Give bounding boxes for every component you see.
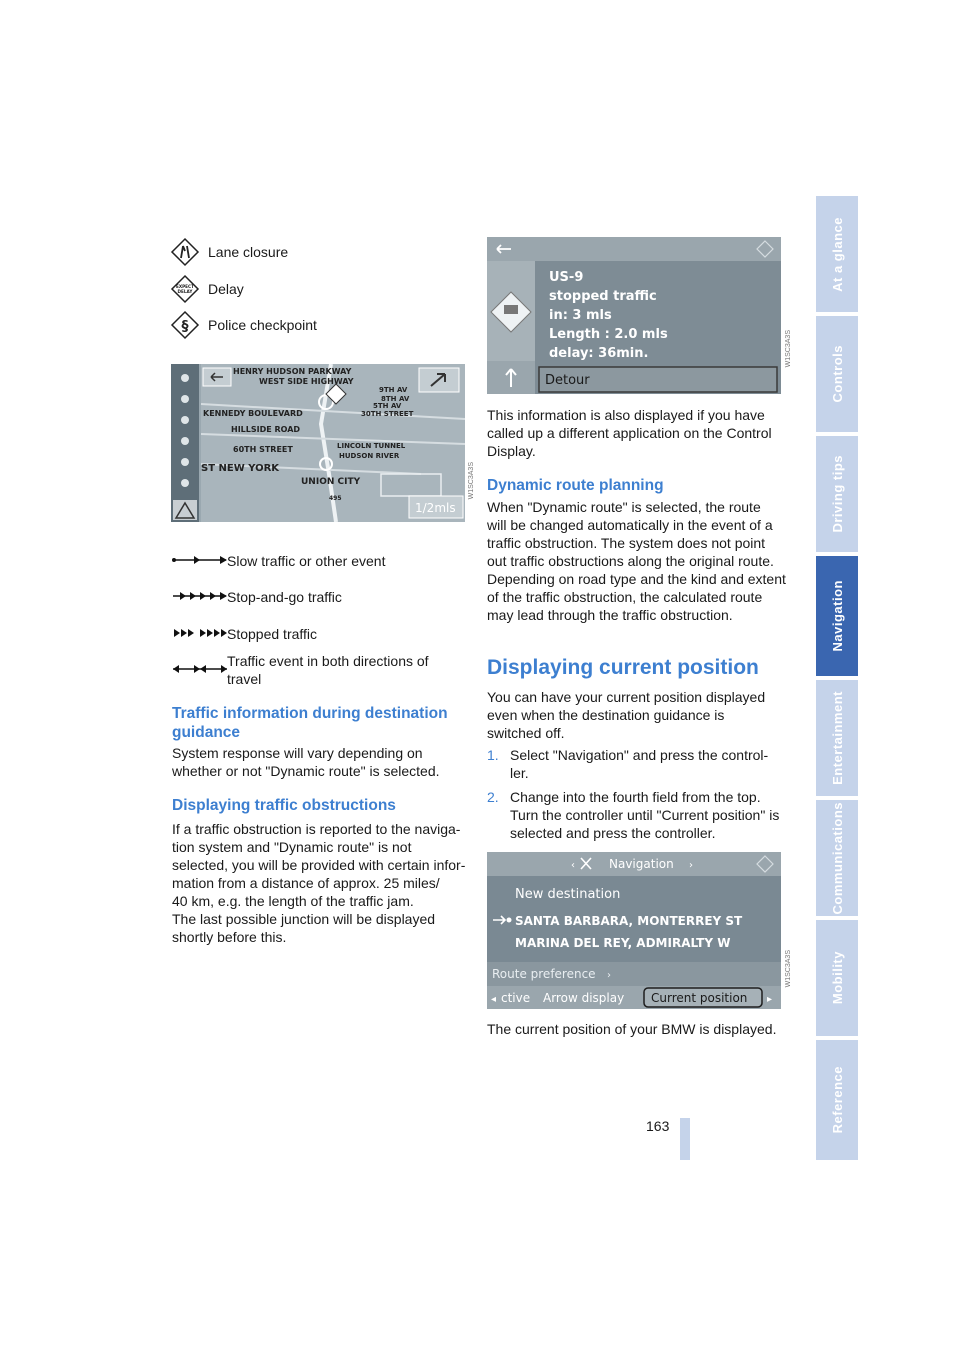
chapter-sidebar <box>816 196 858 1160</box>
slow-traffic-label: Slow traffic or other event <box>227 553 386 569</box>
stop-and-go-arrow-icon <box>172 591 228 601</box>
traffic-line-0: US-9 <box>549 270 584 285</box>
lane-closure-icon <box>170 237 200 267</box>
delay-label: Delay <box>208 281 244 297</box>
delay-icon <box>170 274 200 304</box>
traffic-info-body: System response will vary depending on whether or not "Dynamic route" is selected. <box>172 745 440 779</box>
svg-text:◂: ◂ <box>491 994 497 1005</box>
traffic-line-3: Length : 2.0 mls <box>549 327 668 342</box>
map-street-5: ST NEW YORK <box>201 463 280 474</box>
tab-driving-tips[interactable]: Driving tips <box>816 436 858 552</box>
route-preference: Route preference <box>492 967 596 981</box>
slow-traffic-arrow-icon <box>172 555 228 565</box>
dynamic-body: When "Dynamic route" is selected, the route will be changed automatically in the event of a traffic obstruction. The system does not point out traffic obstructions along the original route. Depending on road type and the kind and extent of the traffic obstruction, the calculated route may lead through the traffic obstruction. <box>487 499 786 623</box>
tab-communications[interactable]: Communications <box>816 800 858 916</box>
police-checkpoint-label: Police checkpoint <box>208 317 317 333</box>
nav-tab-arrow-display[interactable]: Arrow display <box>543 991 625 1005</box>
traffic-screen <box>487 237 781 394</box>
nav-screen-code: W1SC3A3S <box>785 950 792 988</box>
map-street-1: WEST SIDE HIGHWAY <box>259 377 354 386</box>
traffic-screen-code: W1SC3A3S <box>785 330 792 368</box>
tab-entertainment[interactable]: Entertainment <box>816 680 858 796</box>
nav-tab-current-position[interactable]: Current position <box>651 991 748 1005</box>
map-street-14: 495 <box>329 495 342 502</box>
lane-closure-label: Lane closure <box>208 244 289 260</box>
traffic-line-4: delay: 36min. <box>549 346 649 361</box>
detour-button[interactable]: Detour <box>545 373 590 388</box>
step-2: 2. Change into the fourth field from the top. Turn the controller until "Current position" is selected and press the controller. <box>487 789 780 841</box>
traffic-info-heading: Traffic information during destination guidance <box>172 705 448 741</box>
obstructions-body: If a traffic obstruction is reported to the naviga- tion system and "Dynamic route" is not selected, you will be provided with certain infor- mation from a distance of approx. 25 miles/ 40 km, e.g. the length of the traffic jam. The last possible junction will be displayed shortly before this. <box>172 821 466 945</box>
map-street-6: UNION CITY <box>301 477 361 487</box>
svg-text:›: › <box>689 860 693 871</box>
position-heading: Displaying current position <box>487 656 759 679</box>
map-screenshot <box>171 364 465 522</box>
map-street-3: HILLSIDE ROAD <box>231 425 301 434</box>
map-street-2: KENNEDY BOULEVARD <box>203 409 303 418</box>
svg-text:‹: ‹ <box>571 860 575 871</box>
map-street-4: 60TH STREET <box>233 445 293 454</box>
map-street-8: HUDSON RIVER <box>339 452 400 460</box>
map-street-10: 9TH AV <box>379 386 408 394</box>
nav-item-new-destination: New destination <box>515 887 621 902</box>
map-street-7: LINCOLN TUNNEL <box>337 442 406 450</box>
page-number-bar <box>680 1118 690 1160</box>
tab-reference[interactable]: Reference <box>816 1040 858 1160</box>
page-number: 163 <box>646 1118 670 1134</box>
svg-text:EXPECT: EXPECT <box>176 284 194 289</box>
position-outro: The current position of your BMW is displayed. <box>487 1021 777 1037</box>
map-street-0: HENRY HUDSON PARKWAY <box>233 367 352 376</box>
after-traffic-screen-text: This information is also displayed if you have called up a different application on the Control Display. <box>487 407 772 459</box>
map-street-12: 5TH AV <box>373 402 402 410</box>
nav-screen-title: Navigation <box>609 857 674 871</box>
nav-tab-active[interactable]: ctive <box>501 991 531 1005</box>
tab-mobility[interactable]: Mobility <box>816 920 858 1036</box>
svg-text:§: § <box>181 318 189 335</box>
step-1: 1. Select "Navigation" and press the control-ler. <box>487 747 769 781</box>
both-directions-arrow-icon <box>172 664 228 674</box>
map-street-11: 8TH AV <box>381 395 410 403</box>
map-street-9: 30TH STREET <box>361 410 414 418</box>
nav-item-marina-del-rey: MARINA DEL REY, ADMIRALTY W <box>515 936 731 950</box>
traffic-line-2: in: 3 mls <box>549 308 612 323</box>
police-checkpoint-icon <box>170 310 200 340</box>
obstructions-heading: Displaying traffic obstructions <box>172 797 396 814</box>
tab-controls[interactable]: Controls <box>816 316 858 432</box>
position-intro: You can have your current position displayed even when the destination guidance is switched off. <box>487 689 766 741</box>
stopped-traffic-label: Stopped traffic <box>227 626 318 642</box>
tab-at-a-glance[interactable]: At a glance <box>816 196 858 312</box>
map-screen-code: W1SC3A3S <box>468 462 475 500</box>
dynamic-heading: Dynamic route planning <box>487 477 664 494</box>
both-directions-label: Traffic event in both directions of travel <box>227 653 429 687</box>
svg-text:DELAY: DELAY <box>177 289 193 294</box>
traffic-line-1: stopped traffic <box>549 289 657 304</box>
svg-text:▸: ▸ <box>767 994 773 1005</box>
stop-and-go-label: Stop-and-go traffic <box>227 589 342 605</box>
navigation-screen <box>487 852 781 1009</box>
position-steps <box>487 746 783 842</box>
svg-text:›: › <box>607 970 611 981</box>
nav-item-santa-barbara: SANTA BARBARA, MONTERREY ST <box>515 914 743 928</box>
map-scale: 1/2mls <box>415 501 456 515</box>
stopped-traffic-arrow-icon <box>172 628 228 638</box>
tab-navigation[interactable]: Navigation <box>816 556 858 676</box>
